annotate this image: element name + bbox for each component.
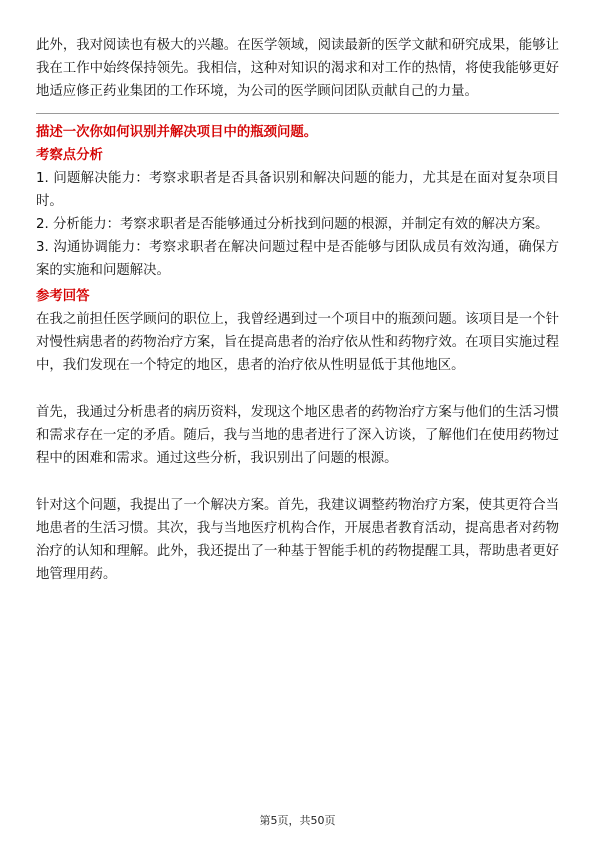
analysis-item-3: 3. 沟通协调能力：考察求职者在解决问题过程中是否能够与团队成员有效沟通，确保方案的实施和问题解决。 <box>36 240 559 278</box>
analysis-item-1: 1. 问题解决能力：考察求职者是否具备识别和解决问题的能力，尤其是在面对复杂项目时。 <box>36 171 559 209</box>
page-content <box>36 34 559 586</box>
interview-question: 描述一次你如何识别并解决项目中的瓶颈问题。 <box>36 125 318 140</box>
answer-title: 参考回答 <box>36 289 90 304</box>
answer-paragraph-3: 针对这个问题，我提出了一个解决方案。首先，我建议调整药物治疗方案，使其更符合当地患者的生活习惯。其次，我与当地医疗机构合作，开展患者教育活动，提高患者对药物治疗的认知和理解。此外，我还提出了一种基于智能手机的药物提醒工具，帮助患者更好地管理用药。 <box>36 498 559 582</box>
analysis-title: 考察点分析 <box>36 148 103 163</box>
answer-paragraph-1: 在我之前担任医学顾问的职位上，我曾经遇到过一个项目中的瓶颈问题。该项目是一个针对慢性病患者的药物治疗方案，旨在提高患者的治疗依从性和药物疗效。在项目实施过程中，我们发现在一个特定的地区，患者的治疗依从性明显低于其他地区。 <box>36 312 559 373</box>
answer-paragraph-2: 首先，我通过分析患者的病历资料，发现这个地区患者的药物治疗方案与他们的生活习惯和需求存在一定的矛盾。随后，我与当地的患者进行了深入访谈，了解他们在使用药物过程中的困难和需求。通过这些分析，我识别出了问题的根源。 <box>36 405 559 466</box>
paragraph-gap <box>36 377 559 401</box>
section-divider <box>36 113 559 114</box>
paragraph-gap <box>36 470 559 494</box>
analysis-item-2: 2. 分析能力：考察求职者是否能够通过分析找到问题的根源，并制定有效的解决方案。 <box>36 217 549 232</box>
page-number: 第5页，共50页 <box>259 814 336 827</box>
intro-paragraph: 此外，我对阅读也有极大的兴趣。在医学领域，阅读最新的医学文献和研究成果，能够让我在工作中始终保持领先。我相信，这种对知识的渴求和对工作的热情，将使我能够更好地适应修正药业集团的工作环境，为公司的医学顾问团队贡献自己的力量。 <box>36 38 559 99</box>
